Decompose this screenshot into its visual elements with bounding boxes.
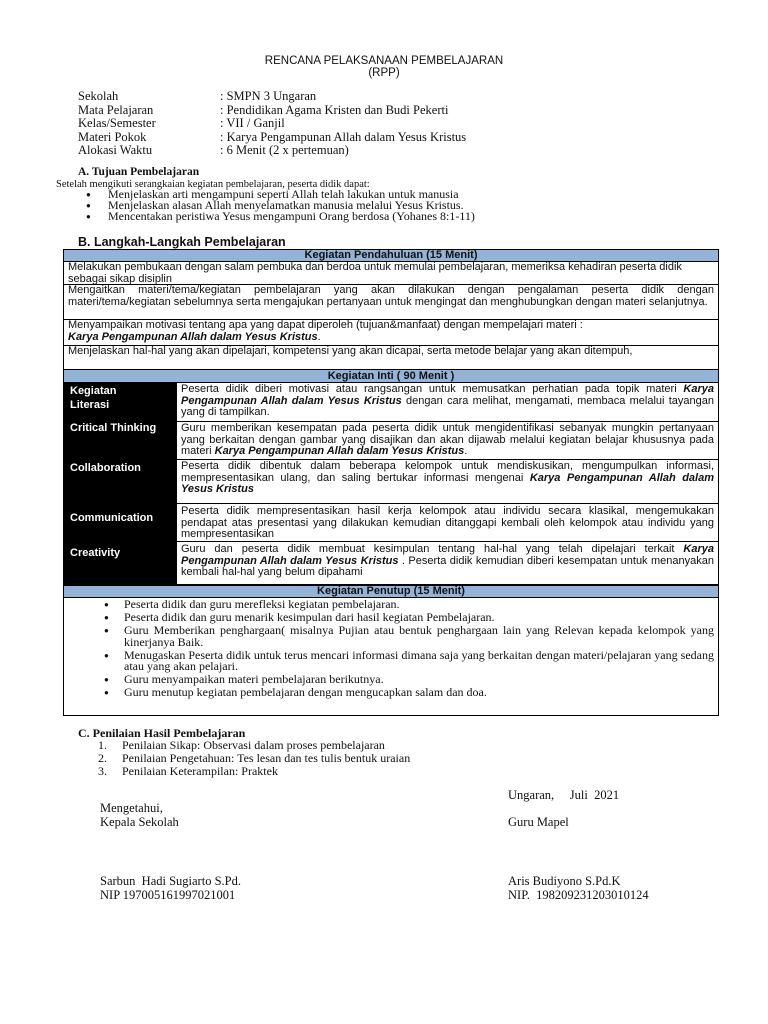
cell-emphasis: Karya Pengampunan Allah dalam Yesus Kristus [214, 445, 465, 457]
item-text: Penilaian Keterampilan: Praktek [122, 764, 278, 778]
info-label: Mata Pelajaran [78, 102, 154, 117]
section-b-heading: B. Langkah-Langkah Pembelajaran [78, 235, 286, 249]
info-label: Materi Pokok [78, 129, 147, 144]
closing-list [104, 599, 714, 700]
info-label: Sekolah [78, 89, 119, 103]
core-label-column [64, 383, 176, 584]
teacher-nip: NIP. 198209231203010124 [508, 888, 649, 902]
acknowledged-label: Mengetahui, [100, 801, 163, 815]
label-creativity: Creativity [70, 547, 121, 559]
closing-activity-box [63, 597, 719, 716]
label-literasi: Kegiatan Literasi [70, 385, 117, 411]
item-number: 1. [98, 738, 107, 752]
section-c-heading: C. Penilaian Hasil Pembelajaran [78, 726, 246, 740]
info-row-school [78, 90, 466, 104]
info-value: : Karya Pengampunan Allah dalam Yesus Kristus [220, 129, 467, 144]
info-row-subject [78, 104, 466, 118]
info-row-class [78, 117, 466, 131]
cell-emphasis: Karya Pengampunan Allah dalam Yesus Kristus [181, 471, 715, 495]
item-number: 2. [98, 751, 107, 765]
core-activity-table [63, 382, 719, 585]
label-collaboration: Collaboration [70, 462, 141, 474]
info-row-time [78, 144, 466, 158]
item-number: 3. [98, 764, 107, 778]
teacher-name: Aris Budiyono S.Pd.K [508, 874, 621, 888]
list-item: ● Guru Memberikan penghargaan( misalnya Pujian atau bentuk penghargaan lain yang Relevan kepada kelompok yang kinerjanya Baik. [104, 625, 714, 648]
cell-text: Peserta didik dibentuk dalam beberapa kelompok untuk mendiskusikan, mengumpulkan informasi, mempresentasikan ulang, dan saling bertukar informasi mengenai [181, 460, 714, 484]
cell-text: dengan cara melihat, mengamati, membaca melalui tayangan yang di tampilkan. [181, 394, 714, 418]
core-row-communication [176, 504, 718, 542]
info-value: : Pendidikan Agama Kristen dan Budi Pekerti [220, 102, 449, 117]
info-label: Alokasi Waktu [78, 143, 153, 157]
document-title: RENCANA PELAKSANAAN PEMBELAJARAN [264, 55, 504, 67]
core-row-collaboration [176, 460, 718, 504]
cell-text: Guru dan peserta didik membuat kesimpulan tentang hal-hal yang telah dipelajari terkait [181, 543, 675, 555]
core-activity-bar: Kegiatan Inti ( 90 Menit ) [63, 369, 719, 383]
cell-text: . Peserta didik kemudian diberi kesempatan untuk menanyakan kembali hal-hal yang belum dipahami [181, 554, 714, 578]
intro-activity-bar: Kegiatan Pendahuluan (15 Menit) [63, 249, 719, 262]
list-item: ● Mencentakan peristiwa Yesus mengampuni Orang berdosa (Yohanes 8:1-11) [86, 211, 475, 222]
assessment-list [98, 739, 410, 778]
label-critical-thinking: Critical Thinking [70, 422, 157, 434]
cell-emphasis: Karya Pengampunan Allah dalam Yesus Kristus [181, 383, 714, 407]
document-subtitle: (RPP) [368, 67, 400, 79]
cell-emphasis: Karya Pengampunan Allah dalam Yesus Kristus [68, 330, 318, 343]
cell-emphasis: Karya Pengampunan Allah dalam Yesus Kristus [181, 543, 714, 567]
cell-text: Guru memberikan kesempatan pada peserta didik untuk mengidentifikasi sebanyak mungkin pertanyaan yang berkaitan dengan gambar yang disajikan dan akan dijawab melalui kegiatan belajar khususnya pada materi [181, 422, 714, 457]
cell-text: Mengaitkan materi/tema/kegiatan pembelajaran yang akan dilakukan dengan pengalaman peserta didik dengan materi/tema/kegiatan sebelumnya serta mengajukan pertanyaan untuk mengingat dan menghubungkan dengan materi selanjutnya. [68, 285, 714, 308]
list-item: ● Guru menyampaikan materi pembelajaran berikutnya. [104, 674, 714, 686]
info-row-topic [78, 131, 466, 145]
objectives-list [86, 189, 475, 222]
list-item [98, 765, 410, 778]
identity-block [78, 90, 466, 158]
principal-role: Kepala Sekolah [100, 815, 179, 829]
cell-text: Menjelaskan hal-hal yang akan dipelajari, kompetensi yang akan dicapai, serta metode belajar yang akan ditempuh, [68, 346, 633, 357]
intro-row-1 [63, 262, 719, 285]
info-value: : VII / Ganjil [220, 116, 285, 130]
list-item: ● Guru menutup kegiatan pembelajaran dengan mengucapkan salam dan doa. [104, 687, 714, 699]
section-a-heading: A. Tujuan Pembelajaran [78, 166, 200, 178]
intro-row-2 [63, 285, 719, 320]
info-value: : SMPN 3 Ungaran [220, 89, 317, 103]
list-item: ● Menugaskan Peserta didik untuk terus mencari informasi dimana saja yang berkaitan dengan materi/pelajaran yang sedang atau yang akan pelajari. [104, 650, 714, 673]
place-date: Ungaran, Juli 2021 [508, 788, 620, 802]
core-row-creativity [176, 542, 718, 584]
list-item: ● Peserta didik dan guru merefleksi kegiatan pembelajaran. [104, 599, 714, 611]
list-item: ● Menjelaskan arti mengampuni seperti Allah telah lakukan untuk manusia [86, 189, 475, 200]
info-label: Kelas/Semester [78, 116, 156, 130]
intro-row-3 [63, 320, 719, 346]
cell-text: Menyampaikan motivasi tentang apa yang dapat diperoleh (tujuan&manfaat) dengan mempelajari materi : [68, 320, 583, 331]
item-text: Penilaian Sikap: Observasi dalam proses pembelajaran [122, 738, 385, 752]
cell-tail: . [317, 330, 321, 343]
intro-row-4 [63, 346, 719, 370]
closing-activity-bar: Kegiatan Penutup (15 Menit) [63, 585, 719, 598]
cell-text: Peserta didik diberi motivasi atau rangsangan untuk memusatkan perhatian pada topik materi [181, 383, 677, 395]
principal-nip: NIP 197005161997021001 [100, 888, 236, 902]
cell-text: . [464, 445, 468, 457]
teacher-role: Guru Mapel [508, 815, 569, 829]
principal-name: Sarbun Hadi Sugiarto S.Pd. [100, 874, 241, 888]
core-row-literasi [176, 383, 718, 422]
cell-text: Melakukan pembukaan dengan salam pembuka dan berdoa untuk memulai pembelajaran, memeriksa kehadiran peserta didik sebagai sikap disiplin [68, 262, 682, 285]
item-text: Penilaian Pengetahuan: Tes lesan dan tes tulis bentuk uraian [122, 751, 411, 765]
list-item: ● Menjelaskan alasan Allah menyelamatkan manusia melalui Yesus Kristus. [86, 200, 475, 211]
info-value: : 6 Menit (2 x pertemuan) [220, 143, 349, 157]
list-item: ● Peserta didik dan guru menarik kesimpulan dari hasil kegiatan Pembelajaran. [104, 612, 714, 624]
cell-text: Peserta didik mempresentasikan hasil kerja kelompok atau individu secara klasikal, mengemukakan pendapat atas presentasi yang dilakukan kemudian ditanggapi kembali oleh kelompok atau individu yang mempresentasikan [181, 505, 714, 540]
label-communication: Communication [70, 512, 154, 524]
core-row-critical [176, 422, 718, 460]
section-a-intro: Setelah mengikuti serangkaian kegiatan pembelajaran, peserta didik dapat: [56, 179, 370, 190]
